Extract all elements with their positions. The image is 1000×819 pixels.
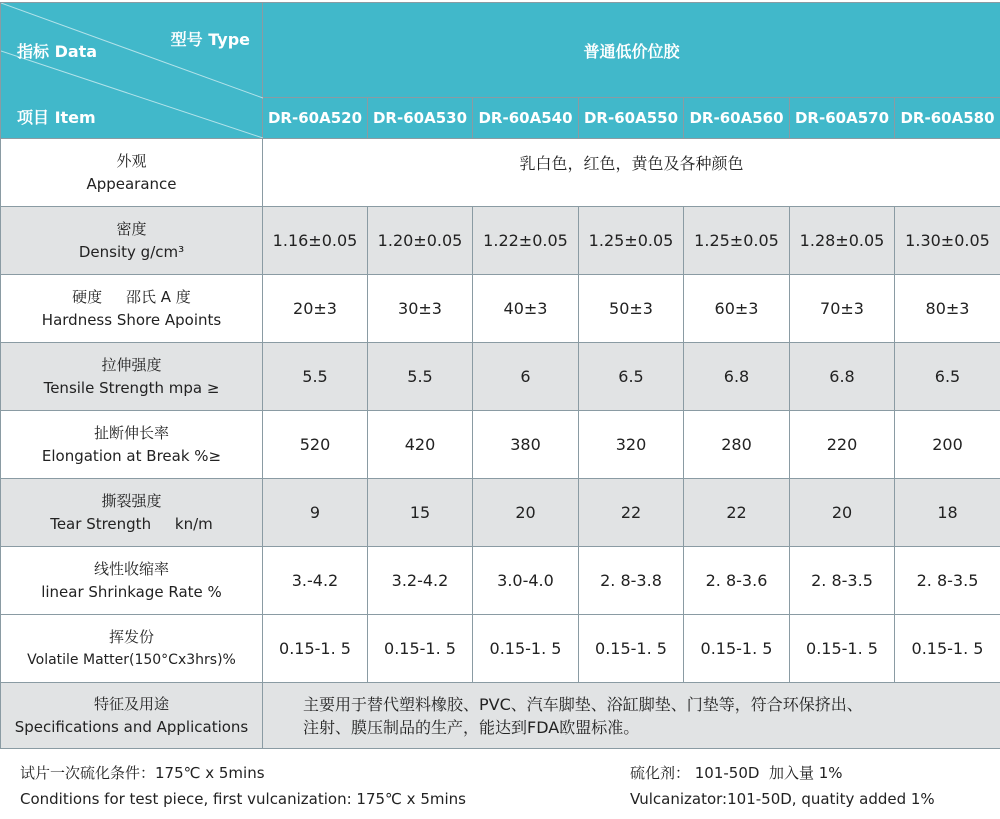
row-label: [1, 411, 263, 479]
spec-table: [0, 2, 1000, 749]
row-label: [1, 683, 263, 749]
label-en: linear Shrinkage Rate %: [41, 582, 222, 601]
header-corner: [1, 3, 263, 139]
label-cn: 特征及用途: [93, 694, 169, 713]
table-row-hardness: [1, 275, 1000, 343]
value-cell: 50±3: [579, 275, 684, 343]
value-cell: 30±3: [368, 275, 473, 343]
value-cell: 18: [895, 479, 1000, 547]
label-en: Density g/cm³: [78, 242, 185, 261]
label-en: Specifications and Applications: [14, 717, 249, 736]
value-cell: 380: [473, 411, 579, 479]
model-header: DR-60A560: [684, 98, 790, 139]
value-cell: 80±3: [895, 275, 1000, 343]
value-cell: 1.22±0.05: [473, 207, 579, 275]
table-row-shrinkage: [1, 547, 1000, 615]
corner-data-label: 指标 Data: [17, 42, 98, 61]
specs-description: [263, 683, 1000, 749]
value-cell: 1.20±0.05: [368, 207, 473, 275]
table-row-appearance: [1, 139, 1000, 207]
value-cell: 320: [579, 411, 684, 479]
value-cell: 1.25±0.05: [684, 207, 790, 275]
value-cell: 0.15-1. 5: [263, 615, 368, 683]
value-cell: 420: [368, 411, 473, 479]
label-cn: 外观: [116, 151, 147, 170]
value-cell: 2. 8-3.5: [790, 547, 895, 615]
row-label: [1, 479, 263, 547]
value-cell: 6.8: [790, 343, 895, 411]
label-cn: 硬度 邵氏 A 度: [72, 287, 191, 306]
grade-title: 普通低价位胶: [263, 3, 1000, 98]
table-row-tensile: [1, 343, 1000, 411]
label-cn: 密度: [116, 219, 147, 238]
value-cell: 2. 8-3.6: [684, 547, 790, 615]
label-cn: 扯断伸长率: [93, 423, 169, 442]
value-cell: 20: [473, 479, 579, 547]
label-cn: 线性收缩率: [93, 559, 169, 578]
table-row-density: [1, 207, 1000, 275]
value-cell: 1.25±0.05: [579, 207, 684, 275]
test-conditions-en: Conditions for test piece, first vulcanization: 175℃ x 5mins: [20, 790, 466, 808]
test-conditions: [20, 760, 466, 812]
label-en: Hardness Shore Apoints: [41, 310, 222, 329]
value-cell: 3.0-4.0: [473, 547, 579, 615]
value-cell: 520: [263, 411, 368, 479]
model-header: DR-60A530: [368, 98, 473, 139]
value-cell: 3.2-4.2: [368, 547, 473, 615]
model-header: DR-60A540: [473, 98, 579, 139]
row-label: [1, 275, 263, 343]
value-cell: 220: [790, 411, 895, 479]
value-cell: 2. 8-3.5: [895, 547, 1000, 615]
vulcanizator-cn: 硫化剂： 101-50D 加入量 1%: [630, 764, 843, 782]
label-en: Tensile Strength mpa ≥: [43, 378, 220, 397]
model-header: DR-60A580: [895, 98, 1000, 139]
label-cn: 挥发份: [108, 627, 154, 646]
label-en: Tear Strength kn/m: [50, 514, 213, 533]
value-cell: 200: [895, 411, 1000, 479]
value-cell: 15: [368, 479, 473, 547]
value-cell: 1.16±0.05: [263, 207, 368, 275]
vulcanizator-en: Vulcanizator:101-50D, quatity added 1%: [630, 790, 935, 808]
value-cell: 280: [684, 411, 790, 479]
corner-type-label: 型号 Type: [170, 30, 250, 49]
value-cell: 70±3: [790, 275, 895, 343]
value-cell: 0.15-1. 5: [790, 615, 895, 683]
row-label: [1, 207, 263, 275]
appearance-value: 乳白色，红色，黄色及各种颜色: [263, 139, 1000, 207]
table-row-volatile: [1, 615, 1000, 683]
value-cell: 6: [473, 343, 579, 411]
value-cell: 0.15-1. 5: [579, 615, 684, 683]
label-cn: 撕裂强度: [101, 491, 162, 510]
vulcanizator-info: [630, 760, 935, 812]
value-cell: 5.5: [368, 343, 473, 411]
value-cell: 40±3: [473, 275, 579, 343]
value-cell: 6.5: [579, 343, 684, 411]
value-cell: 20: [790, 479, 895, 547]
model-header: DR-60A520: [263, 98, 368, 139]
row-label: [1, 615, 263, 683]
label-en: Elongation at Break %≥: [41, 446, 222, 465]
value-cell: 1.30±0.05: [895, 207, 1000, 275]
value-cell: 20±3: [263, 275, 368, 343]
value-cell: 0.15-1. 5: [473, 615, 579, 683]
specs-line-2: 注射、膜压制品的生产，能达到FDA欧盟标准。: [303, 717, 640, 737]
value-cell: 0.15-1. 5: [684, 615, 790, 683]
row-label: [1, 139, 263, 207]
label-cn: 拉伸强度: [101, 355, 162, 374]
value-cell: 22: [684, 479, 790, 547]
value-cell: 22: [579, 479, 684, 547]
table-row-specs: [1, 683, 1000, 749]
label-en: Appearance: [86, 174, 177, 193]
label-en: Volatile Matter(150°Cx3hrs)%: [27, 651, 236, 668]
row-label: [1, 343, 263, 411]
value-cell: 2. 8-3.8: [579, 547, 684, 615]
table-row-elongation: [1, 411, 1000, 479]
model-header: DR-60A550: [579, 98, 684, 139]
specs-line-1: 主要用于替代塑料橡胶、PVC、汽车脚垫、浴缸脚垫、门垫等，符合环保挤出、: [303, 694, 863, 714]
model-header: DR-60A570: [790, 98, 895, 139]
value-cell: 3.-4.2: [263, 547, 368, 615]
value-cell: 5.5: [263, 343, 368, 411]
value-cell: 0.15-1. 5: [895, 615, 1000, 683]
table-row-tear: [1, 479, 1000, 547]
value-cell: 6.8: [684, 343, 790, 411]
value-cell: 6.5: [895, 343, 1000, 411]
value-cell: 0.15-1. 5: [368, 615, 473, 683]
value-cell: 60±3: [684, 275, 790, 343]
value-cell: 9: [263, 479, 368, 547]
test-conditions-cn: 试片一次硫化条件：175℃ x 5mins: [20, 764, 265, 782]
value-cell: 1.28±0.05: [790, 207, 895, 275]
corner-item-label: 项目 Item: [17, 108, 96, 127]
row-label: [1, 547, 263, 615]
